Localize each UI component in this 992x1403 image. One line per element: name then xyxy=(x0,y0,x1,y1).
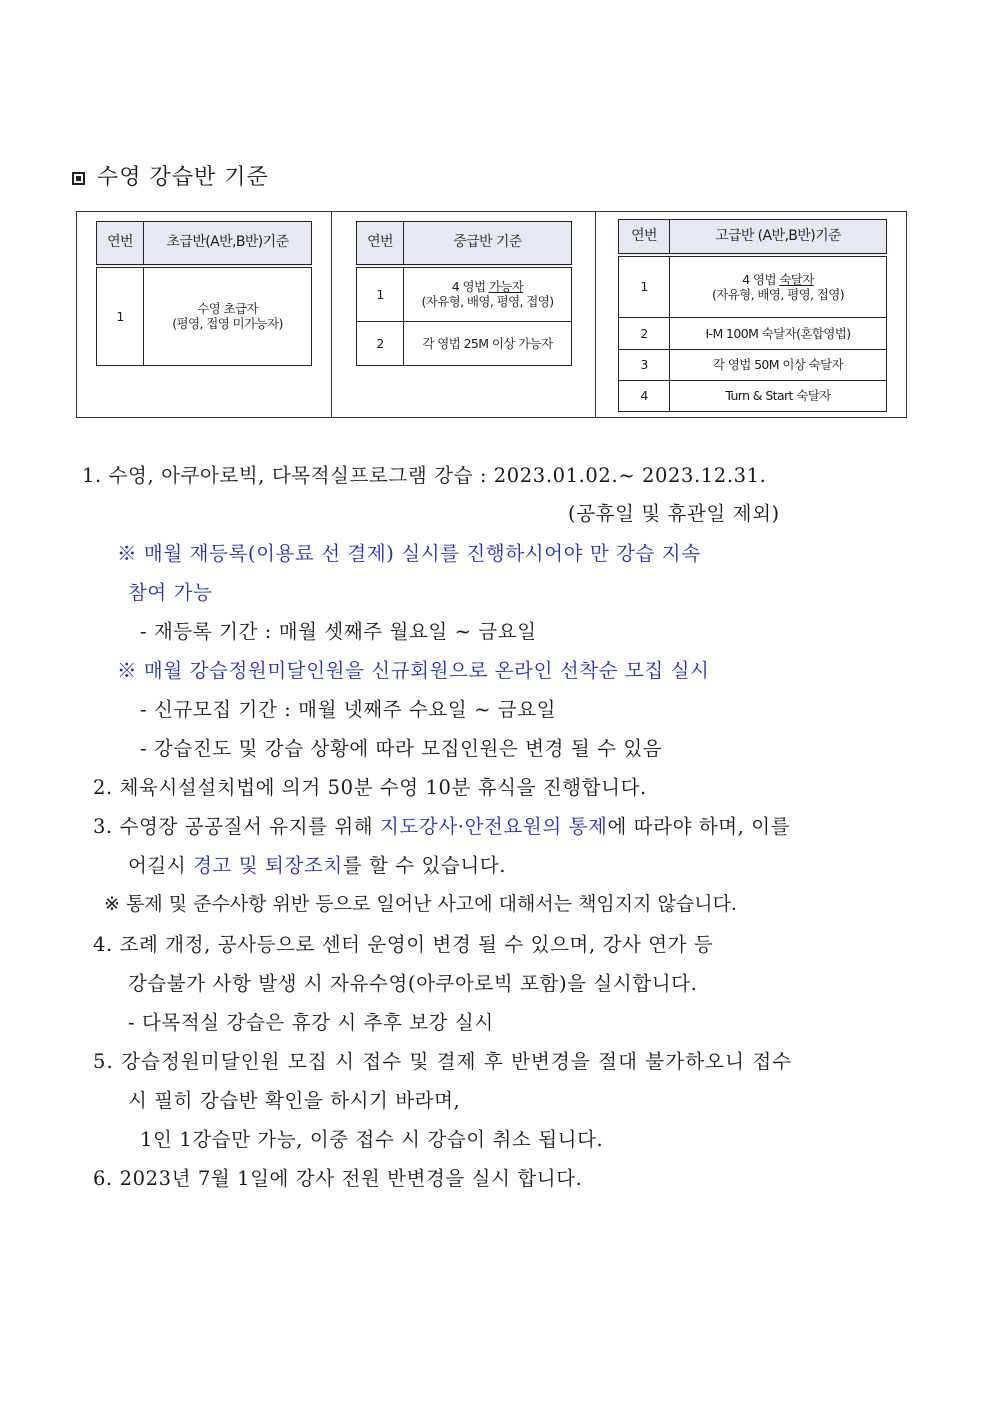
note-1-schedule: 1. 수영, 아쿠아로빅, 다목적실프로그램 강습 : 2023.01.02.~ 2023.12.31. xyxy=(82,464,767,487)
row-no: 1 xyxy=(97,266,144,366)
note-1-recruitment-period: - 신규모집 기간 : 매월 넷째주 수요일 ~ 금요일 xyxy=(140,698,557,721)
note-3-line2 xyxy=(128,850,506,878)
beginner-criteria-table xyxy=(96,221,312,366)
level-criteria-box xyxy=(76,211,907,418)
column-divider xyxy=(595,212,596,417)
note-3-highlight: 지도강사·안전요원의 통제 xyxy=(380,815,608,838)
header-title: 중급반 기준 xyxy=(404,222,572,266)
criteria-line1: 4 영법 xyxy=(451,279,489,295)
criteria-line1: 수영 초급자 xyxy=(197,301,258,317)
note-5-line2: 시 필히 강습반 확인을 하시기 바라며, xyxy=(128,1089,461,1112)
note-3-disclaimer: ※ 통제 및 준수사항 위반 등으로 일어난 사고에 대해서는 책임지지 않습니다. xyxy=(104,893,737,915)
table-row xyxy=(619,349,887,380)
note-1-recruitment-notice: ※ 매월 강습정원미달인원을 신규회원으로 온라인 선착순 모집 실시 xyxy=(117,659,710,682)
criteria-line2: (자유형, 배영, 평영, 접영) xyxy=(421,294,554,310)
header-title: 고급반 (A반,B반)기준 xyxy=(670,220,887,255)
header-no: 연번 xyxy=(357,222,404,266)
table-row xyxy=(619,380,887,411)
table-row xyxy=(357,266,572,322)
criteria-line1: 4 영법 xyxy=(742,271,780,287)
advanced-criteria-table xyxy=(618,219,887,412)
note-3-highlight: 경고 및 퇴장조치 xyxy=(193,854,343,877)
row-criteria: Turn & Start 숙달자 xyxy=(670,380,887,411)
header-no: 연번 xyxy=(97,222,144,266)
note-1-reregistration-notice-cont: 참여 가능 xyxy=(128,581,213,604)
header-no: 연번 xyxy=(619,220,670,255)
table-row xyxy=(97,266,312,366)
note-5-line1: 5. 강습정원미달인원 모집 시 접수 및 결제 후 반변경을 절대 불가하오니 접수 xyxy=(93,1050,793,1073)
table-row xyxy=(619,255,887,318)
criteria-line1-underlined: 숙달자 xyxy=(779,271,814,287)
row-criteria xyxy=(404,266,572,322)
criteria-line2: (자유형, 배영, 평영, 접영) xyxy=(711,286,845,302)
row-no: 3 xyxy=(619,349,670,380)
note-3-text-post: 를 할 수 있습니다. xyxy=(342,854,507,877)
note-4-line3: - 다목적실 강습은 휴강 시 추후 보강 실시 xyxy=(128,1011,494,1034)
criteria-line2: (평영, 접영 미가능자) xyxy=(172,316,283,332)
note-3-text-post: 에 따라야 하며, 이를 xyxy=(607,815,791,838)
note-2: 2. 체육시설설치법에 의거 50분 수영 10분 휴식을 진행합니다. xyxy=(93,776,647,799)
row-criteria: 각 영법 25M 이상 가능자 xyxy=(404,322,572,366)
note-3-text: 3. 수영장 공공질서 유지를 위해 xyxy=(93,815,381,838)
note-3-line1 xyxy=(93,811,790,839)
section-title xyxy=(72,160,269,191)
row-criteria: 각 영법 50M 이상 숙달자 xyxy=(670,349,887,380)
note-4-line2: 강습불가 사항 발생 시 자유수영(아쿠아로빅 포함)을 실시합니다. xyxy=(128,972,698,995)
row-no: 4 xyxy=(619,380,670,411)
row-no: 2 xyxy=(619,318,670,349)
criteria-line1-underlined: 가능자 xyxy=(488,279,524,295)
note-1-reregistration-period: - 재등록 기간 : 매월 셋째주 월요일 ~ 금요일 xyxy=(140,620,537,643)
note-6: 6. 2023년 7월 1일에 강사 전원 반변경을 실시 합니다. xyxy=(93,1167,583,1190)
header-title: 초급반(A반,B반)기준 xyxy=(144,222,312,266)
row-no: 1 xyxy=(357,266,404,322)
table-row xyxy=(357,322,572,366)
row-criteria xyxy=(670,255,887,318)
row-no: 1 xyxy=(619,255,670,318)
column-divider xyxy=(331,212,332,417)
section-title-text: 수영 강습반 기준 xyxy=(97,165,269,190)
row-criteria xyxy=(144,266,312,366)
note-1-exclusion: (공휴일 및 휴관일 제외) xyxy=(568,502,780,525)
row-criteria: I-M 100M 숙달자(혼합영법) xyxy=(670,318,887,349)
note-1-reregistration-notice: ※ 매월 재등록(이용료 선 결제) 실시를 진행하시어야 만 강습 지속 xyxy=(117,542,701,565)
row-no: 2 xyxy=(357,322,404,366)
table-row xyxy=(619,318,887,349)
note-3-text: 어길시 xyxy=(128,854,194,877)
note-1-recruitment-change: - 강습진도 및 강습 상황에 따라 모집인원은 변경 될 수 있음 xyxy=(140,737,663,760)
intermediate-criteria-table xyxy=(356,221,572,366)
note-4-line1: 4. 조례 개정, 공사등으로 센터 운영이 변경 될 수 있으며, 강사 연가 등 xyxy=(93,933,714,956)
square-bullet-icon xyxy=(72,172,85,185)
note-5-line3: 1인 1강습만 가능, 이중 접수 시 강습이 취소 됩니다. xyxy=(140,1128,604,1151)
